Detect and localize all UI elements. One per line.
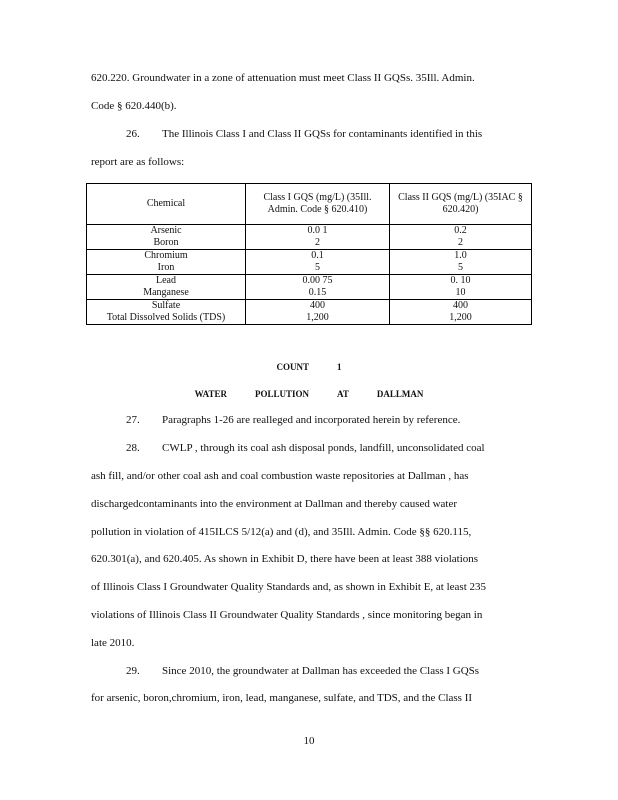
text-line: violations of Illinois Class II Groundwater Quality Standards , since monitoring began in [91, 609, 483, 621]
text-line: report are as follows: [91, 156, 185, 168]
text-line: for arsenic, boron,chromium, iron, lead, manganese, sulfate, and TDS, and the Class II [91, 692, 473, 704]
chemical-cell: Lead Manganese [87, 275, 246, 300]
header-chemical: Chemical [87, 184, 246, 225]
paragraph-text: Paragraphs 1-26 are realleged and incorporated herein by reference. [162, 414, 461, 426]
count-subheading: WATER POLLUTION AT DALLMAN [194, 389, 424, 399]
text-line: late 2010. [91, 637, 135, 649]
text-line: Code § 620.440(b). [91, 100, 177, 112]
table-row [87, 250, 532, 275]
paragraph-number: 29. [126, 665, 140, 677]
table-row [87, 225, 532, 250]
table-header-row [87, 184, 532, 225]
class-ii-cell: 400 1,200 [390, 300, 532, 325]
paragraph-26-line [126, 127, 517, 141]
count-heading: COUNT 1 [276, 362, 342, 372]
class-ii-cell: 0. 10 10 [390, 275, 532, 300]
class-i-cell: 0.00 75 0.15 [246, 275, 390, 300]
paragraph-text: CWLP , through its coal ash disposal ponds, landfill, unconsolidated coal [162, 442, 485, 454]
chemical-cell: Chromium Iron [87, 250, 246, 275]
class-i-cell: 400 1,200 [246, 300, 390, 325]
header-class-i: Class I GQS (mg/L) (35Ill. Admin. Code § 620.410) [246, 184, 390, 225]
gqs-table [86, 183, 532, 325]
page-number: 10 [303, 735, 315, 747]
header-class-ii: Class II GQS (mg/L) (35IAC § 620.420) [390, 184, 532, 225]
chemical-cell: Arsenic Boron [87, 225, 246, 250]
paragraph-text: Since 2010, the groundwater at Dallman has exceeded the Class I GQSs [162, 665, 480, 677]
table-row [87, 300, 532, 325]
class-i-cell: 0.1 5 [246, 250, 390, 275]
text-line: 620.301(a), and 620.405. As shown in Exhibit D, there have been at least 388 violations [91, 553, 479, 565]
paragraph-number: 27. [126, 414, 140, 426]
paragraph-29-line [126, 664, 517, 678]
class-ii-cell: 0.2 2 [390, 225, 532, 250]
table-row [87, 275, 532, 300]
class-i-cell: 0.0 1 2 [246, 225, 390, 250]
paragraph-27-line [126, 413, 517, 427]
text-line: dischargedcontaminants into the environment at Dallman and thereby caused water [91, 498, 458, 510]
chemical-cell: Sulfate Total Dissolved Solids (TDS) [87, 300, 246, 325]
paragraph-number: 26. [126, 128, 140, 140]
text-line: pollution in violation of 415ILCS 5/12(a) and (d), and 35Ill. Admin. Code §§ 620.115, [91, 526, 472, 538]
class-ii-cell: 1.0 5 [390, 250, 532, 275]
paragraph-28-line [126, 441, 517, 455]
text-line: ash fill, and/or other coal ash and coal combustion waste repositories at Dallman , has [91, 470, 469, 482]
paragraph-text: The Illinois Class I and Class II GQSs for contaminants identified in this [162, 128, 483, 140]
text-line: 620.220. Groundwater in a zone of attenuation must meet Class II GQSs. 35Ill. Admin. [91, 72, 475, 84]
paragraph-number: 28. [126, 442, 140, 454]
text-line: of Illinois Class I Groundwater Quality Standards and, as shown in Exhibit E, at least 235 [91, 581, 487, 593]
